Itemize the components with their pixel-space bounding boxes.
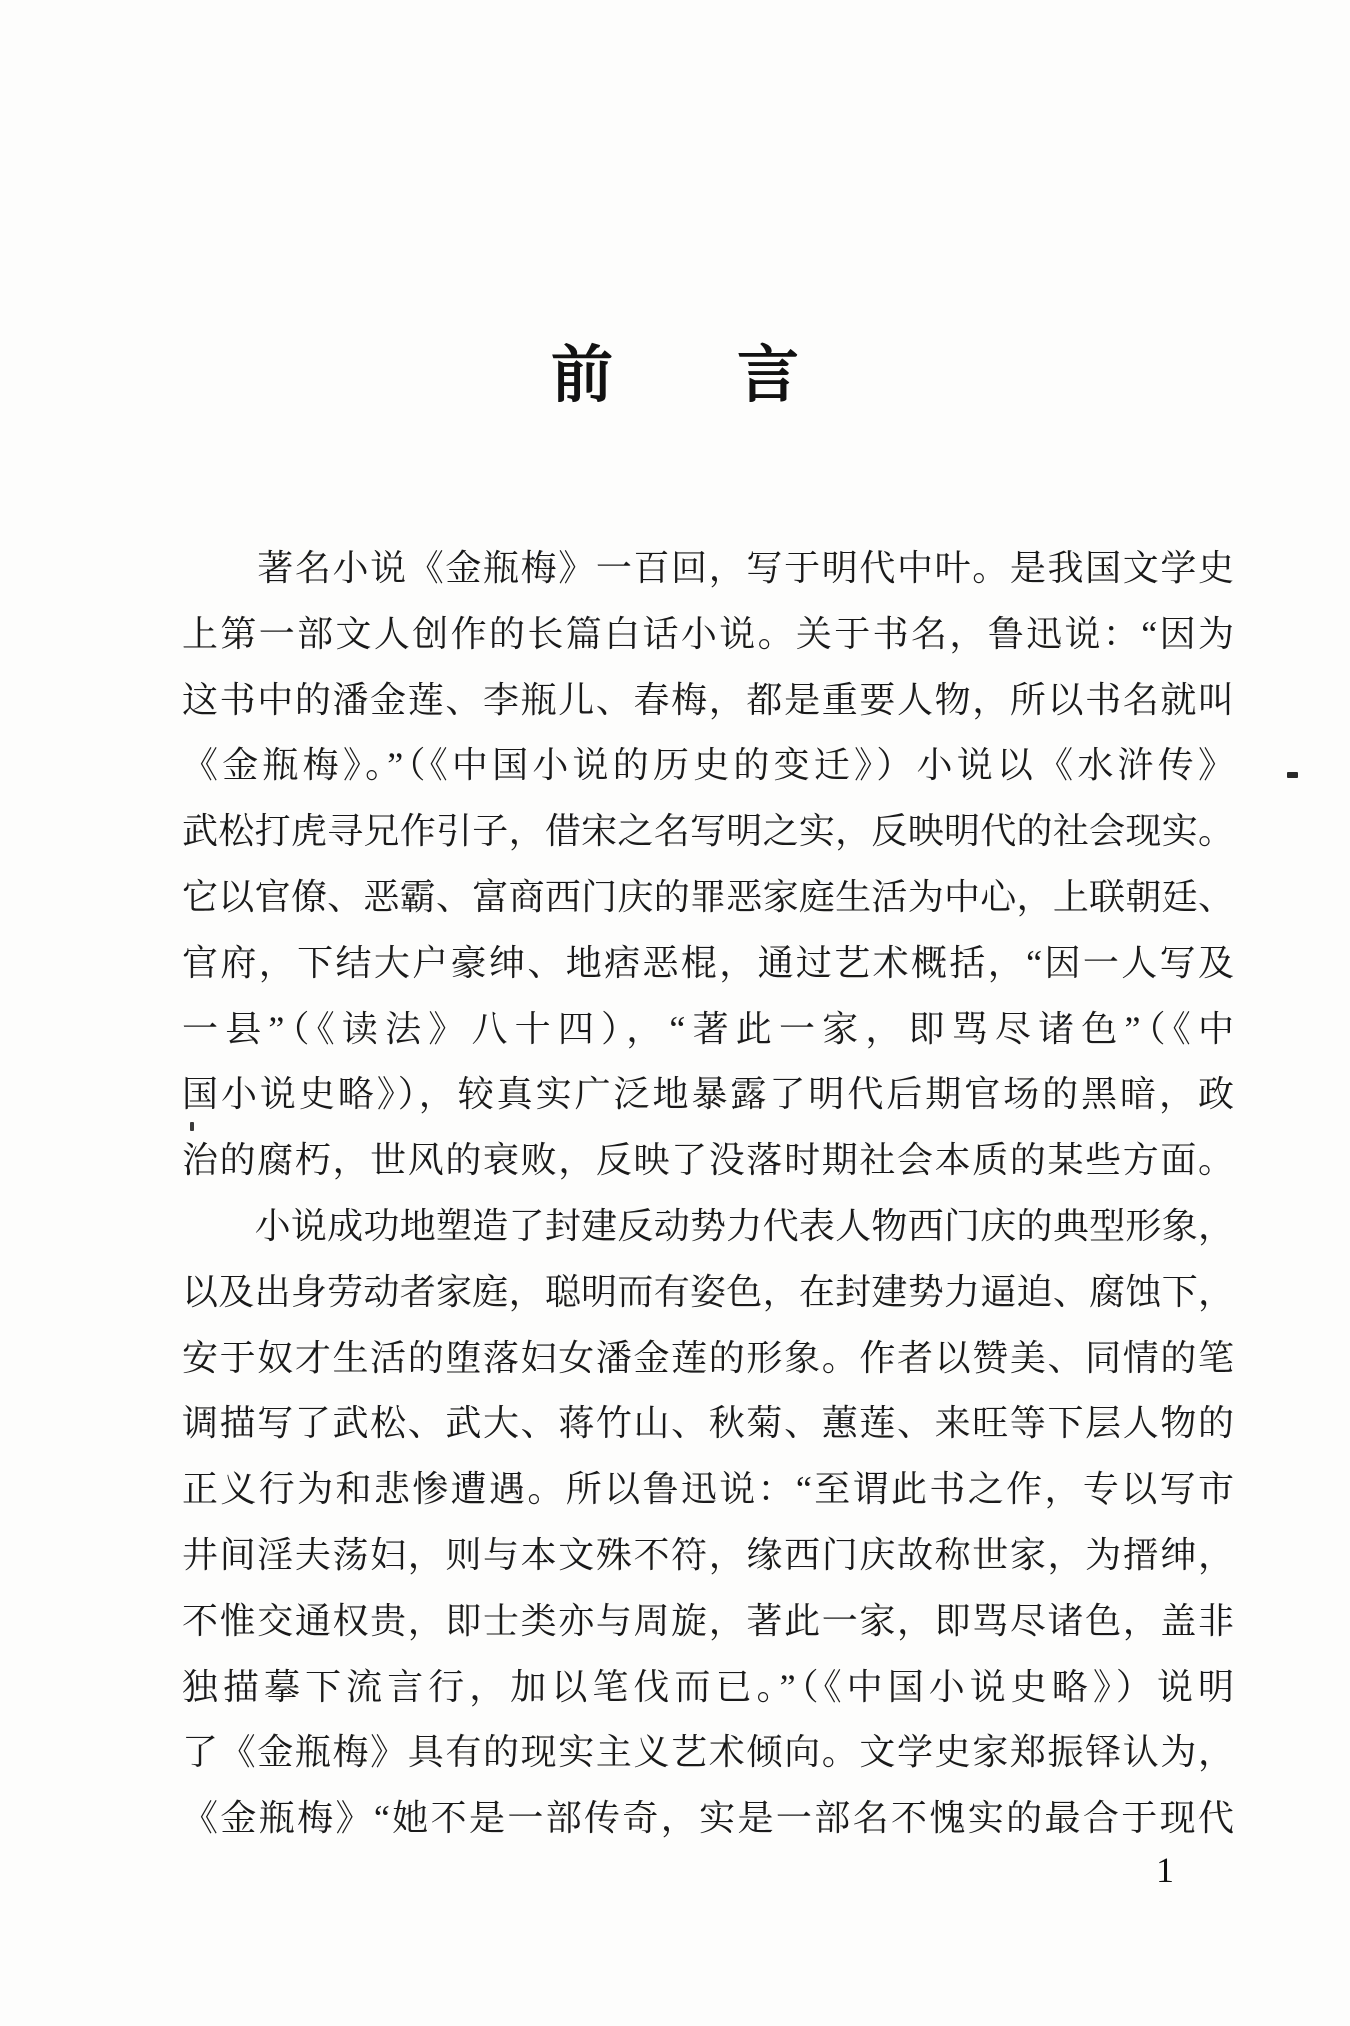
text-line: 井间淫夫荡妇，则与本文殊不符，缘西门庆故称世家，为搢绅， <box>182 1534 1234 1575</box>
text-line: 官府，下结大户豪绅、地痞恶棍，通过艺术概括，“因一人写及 <box>182 942 1234 983</box>
text-line: 一县”（《读法》八十四），“著此一家，即骂尽诸色”（《中 <box>182 1008 1234 1049</box>
text-line: 调描写了武松、武大、蒋竹山、秋菊、蕙莲、来旺等下层人物的 <box>182 1403 1234 1444</box>
text-line: 以及出身劳动者家庭，聪明而有姿色，在封建势力逼迫、腐蚀下， <box>182 1271 1234 1312</box>
ink-mark-right-margin <box>1287 772 1298 778</box>
text-line: 小说成功地塑造了封建反动势力代表人物西门庆的典型形象， <box>182 1205 1234 1246</box>
text-line: 上第一部文人创作的长篇白话小说。关于书名，鲁迅说：“因为 <box>182 613 1234 654</box>
text-line: 正义行为和悲惨遭遇。所以鲁迅说：“至谓此书之作，专以写市 <box>182 1469 1234 1510</box>
text-column <box>182 536 1234 1852</box>
text-line: 国小说史略》），较真实广泛地暴露了明代后期官场的黑暗，政 <box>182 1074 1234 1115</box>
text-line: 这书中的潘金莲、李瓶儿、春梅，都是重要人物，所以书名就叫 <box>182 679 1234 720</box>
text-line: 《金瓶梅》“她不是一部传奇，实是一部名不愧实的最合于现代 <box>182 1798 1234 1839</box>
page-number: 1 <box>1156 1850 1174 1890</box>
page-title: 前 言 <box>550 342 799 410</box>
text-line: 了《金瓶梅》具有的现实主义艺术倾向。文学史家郑振铎认为， <box>182 1732 1234 1773</box>
text-line: 它以官僚、恶霸、富商西门庆的罪恶家庭生活为中心，上联朝廷、 <box>182 876 1234 917</box>
text-line: 武松打虎寻兄作引子，借宋之名写明之实，反映明代的社会现实。 <box>182 811 1234 852</box>
text-line: 安于奴才生活的堕落妇女潘金莲的形象。作者以赞美、同情的笔 <box>182 1337 1234 1378</box>
text-line: 《金瓶梅》。”（《中国小说的历史的变迁》）小说以《水浒传》 <box>182 745 1234 786</box>
text-line: 治的腐朽，世风的衰败，反映了没落时期社会本质的某些方面。 <box>182 1140 1234 1181</box>
ink-speck <box>190 1122 194 1131</box>
text-line: 著名小说《金瓶梅》一百回，写于明代中叶。是我国文学史 <box>182 548 1234 588</box>
text-line: 不惟交通权贵，即士类亦与周旋，著此一家，即骂尽诸色，盖非 <box>182 1600 1234 1641</box>
text-line: 独描摹下流言行，加以笔伐而已。”（《中国小说史略》）说明 <box>182 1666 1234 1707</box>
